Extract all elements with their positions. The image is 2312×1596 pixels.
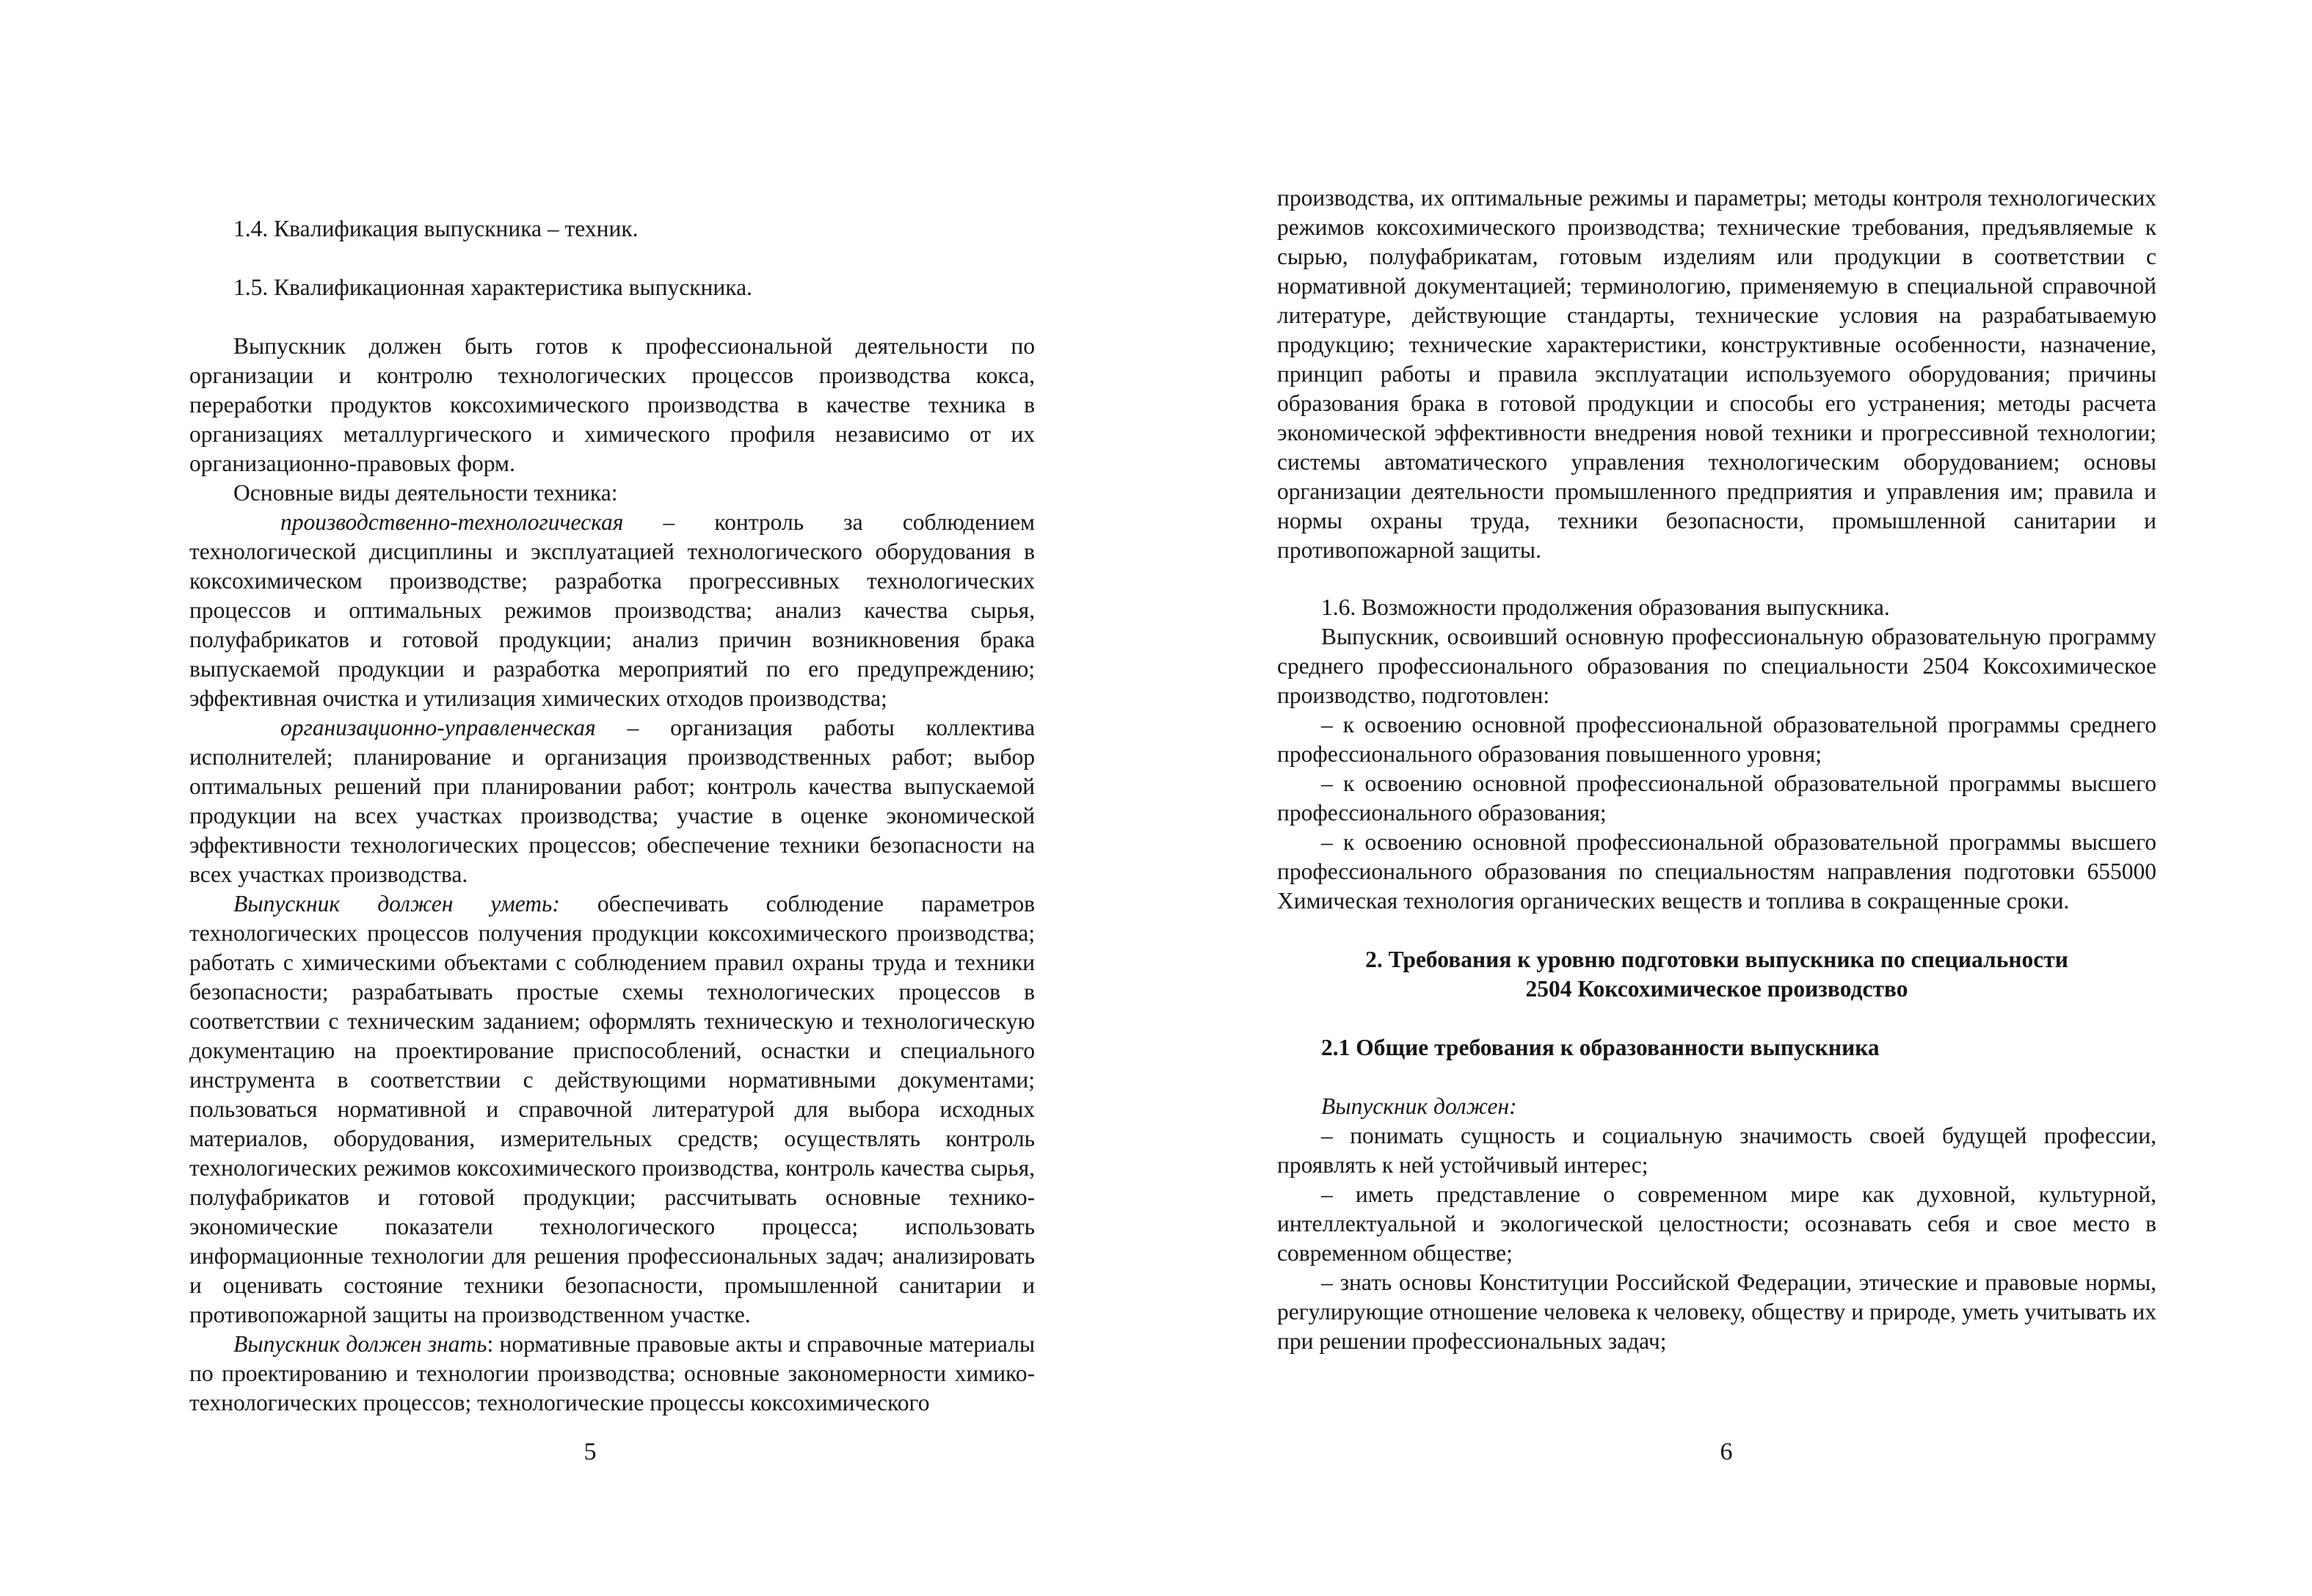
activity-production-text: – контроль за соблюдением технологической дисциплины и эксплуатацией технологического оборудования в коксохимическом производстве; разработка прогрессивных технологических процессов и оптимальных режимов производства; анализ качества сырья, полуфабрикатов и готовой продукции; анализ причин возникновения брака выпускаемой продукции и разработка мероприятий по его предупреждению; эффективная очистка и утилизация химических отходов производства; bbox=[189, 509, 1035, 711]
right-page bbox=[1156, 0, 2312, 1596]
intro-paragraph: Выпускник должен быть готов к профессиональной деятельности по организации и контролю технологических процессов производства кокса, переработки продуктов коксохимического производства в качестве техника в организациях металлургического и химического профиля независимо от их организационно-правовых форм. bbox=[189, 333, 1035, 476]
continuation-paragraph: производства, их оптимальные режимы и параметры; методы контроля технологических режимов коксохимического производства; технические требования, предъявляемые к сырью, полуфабрикатам, готовым изделиям или продукции в соответствии с нормативной документацией; терминологию, применяемую в специальной справочной литературе, действующие стандарты, технические условия на разрабатываемую продукцию; технические характеристики, конструктивные особенности, назначение, принцип работы и правила эксплуатации используемого оборудования; причины образования брака в готовой продукции и способы его устранения; методы расчета экономической эффективности внедрения новой техники и прогрессивной технологии; системы автоматического управления технологическим оборудованием; основы организации деятельности промышленного предприятия и управления им; правила и нормы охраны труда, техники безопасности, промышленной санитарии и противопожарной защиты. bbox=[1277, 185, 2156, 563]
page-number-right: 6 bbox=[1720, 1438, 1733, 1465]
activities-intro: Основные виды деятельности техника: bbox=[233, 480, 618, 506]
continuation-path-item: – к освоению основной профессиональной образовательной программы высшего профессионального образования по специальностям направления подготовки 655000 Химическая технология органических веществ и топлива в сокращенные сроки. bbox=[1277, 829, 2156, 914]
knowledge-paragraph bbox=[189, 1330, 1035, 1418]
section2-heading-line1: 2. Требования к уровню подготовки выпускника по специальности bbox=[1365, 947, 2068, 972]
requirement-item: – понимать сущность и социальную значимость своей будущей профессии, проявлять к ней устойчивый интерес; bbox=[1277, 1123, 2156, 1178]
knowledge-text: : нормативные правовые акты и справочные материалы по проектированию и технологии производства; основные закономерности химико-технологических процессов; технологические процессы коксохимического bbox=[189, 1331, 1036, 1415]
requirement-item: – знать основы Конституции Российской Федерации, этические и правовые нормы, регулирующие отношение человека к человеку, обществу и природе, уметь учитывать их при решении профессиональных задач; bbox=[1277, 1269, 2156, 1354]
characteristic-heading: 1.5. Квалификационная характеристика выпускника. bbox=[233, 274, 752, 300]
skills-paragraph bbox=[189, 889, 1035, 1330]
knowledge-term: Выпускник должен знать bbox=[233, 1331, 487, 1357]
continuation-heading: 1.6. Возможности продолжения образования выпускника. bbox=[1321, 594, 1890, 620]
skills-term: Выпускник должен уметь: bbox=[233, 891, 560, 917]
activity-production-term: производственно-технологическая bbox=[280, 509, 624, 535]
continuation-path-item: – к освоению основной профессиональной образовательной программы среднего профессионального образования повышенного уровня; bbox=[1277, 712, 2156, 767]
section2-heading-line2: 2504 Коксохимическое производство bbox=[1525, 976, 1908, 1002]
right-text-column bbox=[1277, 183, 2156, 1356]
subsection-heading: 2.1 Общие требования к образованности выпускника bbox=[1321, 1035, 1880, 1060]
page-number-left: 5 bbox=[584, 1438, 597, 1465]
continuation-path-item: – к освоению основной профессиональной образовательной программы высшего профессионального образования; bbox=[1277, 770, 2156, 826]
activity-management-term: организационно-управленческая bbox=[280, 715, 596, 740]
requirement-item: – иметь представление о современном мире как духовной, культурной, интеллектуальной и экологической целостности; осознавать себя и свое место в современном обществе; bbox=[1277, 1181, 2156, 1266]
continuation-intro: Выпускник, освоивший основную профессиональную образовательную программу среднего профессионального образования по специальности 2504 Коксохимическое производство, подготовлен: bbox=[1277, 624, 2156, 708]
activity-management-paragraph bbox=[189, 713, 1035, 889]
activity-management-text: – организация работы коллектива исполнителей; планирование и организация производственных работ; выбор оптимальных решений при планировании работ; контроль качества выпускаемой продукции на всех участках производства; участие в оценке экономической эффективности технологических процессов; обеспечение техники безопасности на всех участках производства. bbox=[189, 715, 1035, 887]
skills-text: обеспечивать соблюдение параметров технологических процессов получения продукции коксохимического производства; работать с химическими объектами с соблюдением правил охраны труда и техники безопасности; разрабатывать простые схемы технологических процессов в соответствии с техническим заданием; оформлять техническую и технологическую документацию на проектирование приспособлений, оснастки и специального инструмента в соответствии с действующими нормативными документами; пользоваться нормативной и справочной литературой для выбора исходных материалов, оборудования, измерительных средств; осуществлять контроль технологических режимов коксохимического производства, контроль качества сырья, полуфабрикатов и готовой продукции; рассчитывать основные технико-экономические показатели технологического процесса; использовать информационные технологии для решения профессиональных задач; анализировать и оценивать состояние техники безопасности, промышленной санитарии и противопожарной защиты на производственном участке. bbox=[189, 891, 1035, 1327]
left-text-column bbox=[189, 214, 1035, 1418]
activity-production-paragraph bbox=[189, 508, 1035, 713]
qualification-line: 1.4. Квалификация выпускника – техник. bbox=[233, 216, 639, 241]
must-intro: Выпускник должен: bbox=[1321, 1093, 1517, 1119]
